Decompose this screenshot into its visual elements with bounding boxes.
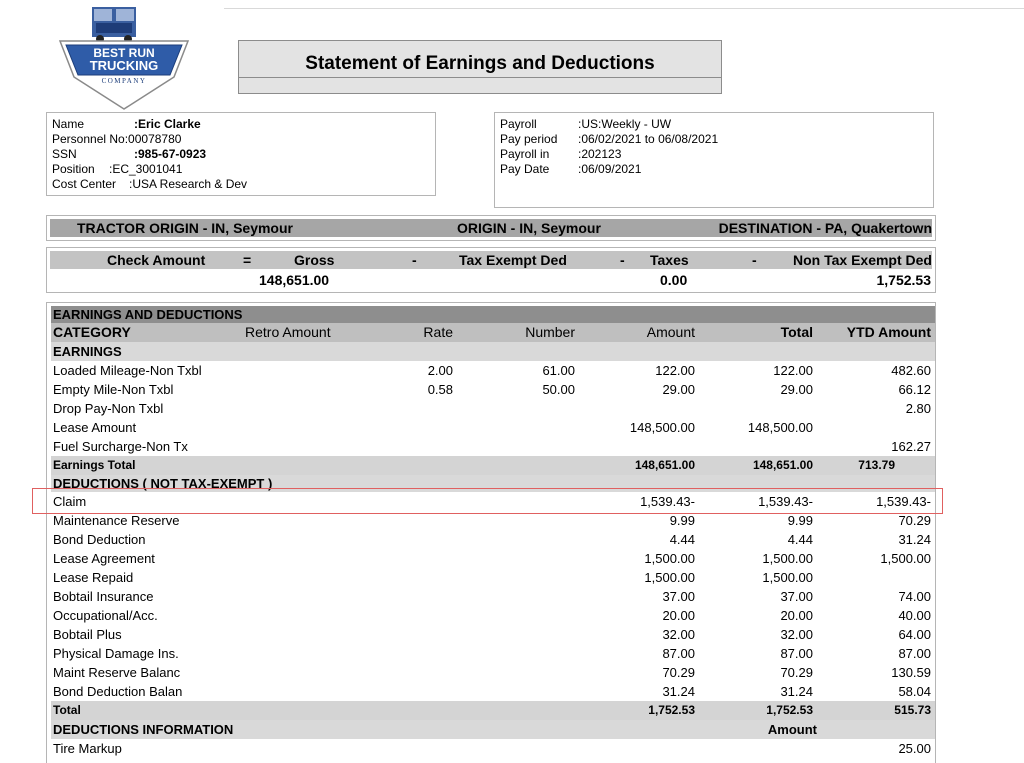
deduction-ytd: 70.29 <box>898 513 931 528</box>
deduction-label: Maint Reserve Balanc <box>53 665 181 680</box>
deductions-total-label: Total <box>53 703 81 717</box>
deduction-ytd: 87.00 <box>898 646 931 661</box>
earnings-ytd: 2.80 <box>905 401 931 416</box>
deduction-label: Bobtail Plus <box>53 627 122 642</box>
col-rate: Rate <box>423 324 453 340</box>
deduction-label: Claim <box>53 494 87 509</box>
non-tax-exempt-value: 1,752.53 <box>876 272 931 288</box>
deduction-row <box>51 568 935 587</box>
deduction-row <box>51 682 935 701</box>
taxes-value: 0.00 <box>660 272 688 288</box>
company-logo <box>56 3 192 111</box>
tax-exempt-label: Tax Exempt Ded <box>459 252 567 268</box>
earnings-total-label: Earnings Total <box>53 458 136 472</box>
deduction-total: 32.00 <box>780 627 813 642</box>
deductions-info-header <box>51 720 935 739</box>
earnings-row <box>51 380 935 399</box>
payroll-label: Payroll <box>500 117 537 131</box>
deduction-total: 70.29 <box>780 665 813 680</box>
deduction-row <box>51 530 935 549</box>
statement-title-box <box>238 40 722 94</box>
deduction-ytd: 64.00 <box>898 627 931 642</box>
earnings-rows <box>51 361 935 456</box>
personnel-row <box>52 132 181 147</box>
deduction-amount: 70.29 <box>662 665 695 680</box>
cost-center-label: Cost Center <box>52 177 117 191</box>
claim-row-highlight <box>32 488 943 514</box>
earnings-total-ytd: 713.79 <box>858 458 895 472</box>
earnings-total-row <box>51 456 935 475</box>
deduction-rows <box>51 492 935 701</box>
logo-line1: BEST RUN <box>93 46 155 60</box>
deduction-total: 1,539.43- <box>758 494 813 509</box>
deduction-ytd: 130.59 <box>891 665 931 680</box>
position-row <box>52 162 183 177</box>
name-value: :Eric Clarke <box>134 117 201 131</box>
earnings-total-amount: 148,651.00 <box>634 458 695 472</box>
deduction-amount: 31.24 <box>662 684 695 699</box>
pay-period-row <box>500 132 719 147</box>
equals-sign: = <box>243 252 252 268</box>
minus-sign-3: - <box>752 252 757 268</box>
deduction-label: Maintenance Reserve <box>53 513 180 528</box>
ed-section-title: EARNINGS AND DEDUCTIONS <box>53 307 243 322</box>
deduction-total: 1,500.00 <box>762 551 813 566</box>
deduction-info-row <box>51 739 935 758</box>
deduction-total: 9.99 <box>787 513 813 528</box>
pay-period-label: Pay period <box>500 132 558 146</box>
col-total: Total <box>780 324 813 340</box>
earnings-title: EARNINGS <box>53 344 122 359</box>
earnings-rate: 0.58 <box>427 382 453 397</box>
cost-center-value: :USA Research & Dev <box>129 177 248 191</box>
earnings-total: 148,500.00 <box>747 420 813 435</box>
deduction-ytd: 1,500.00 <box>880 551 931 566</box>
deduction-info-label: Tire Markup <box>53 741 122 756</box>
payroll-info-box <box>494 112 934 208</box>
deduction-label: Physical Damage Ins. <box>53 646 179 661</box>
deduction-label: Lease Repaid <box>53 570 134 585</box>
deduction-amount: 20.00 <box>662 608 695 623</box>
deduction-amount: 32.00 <box>662 627 695 642</box>
personnel-value: :00078780 <box>124 132 182 146</box>
route-bar <box>50 219 932 237</box>
deduction-amount: 1,500.00 <box>644 551 695 566</box>
earnings-label: Drop Pay-Non Txbl <box>53 401 164 416</box>
personnel-label: Personnel No <box>52 132 125 146</box>
top-divider <box>224 8 1024 9</box>
earnings-deductions-box <box>46 302 936 763</box>
deduction-label: Bobtail Insurance <box>53 589 154 604</box>
pay-date-value: :06/09/2021 <box>578 162 642 176</box>
earnings-label: Fuel Surcharge-Non Tx <box>53 439 188 454</box>
cost-center-row <box>52 177 248 192</box>
earnings-total: 122.00 <box>773 363 813 378</box>
check-values-row <box>47 271 935 289</box>
logo-line2: TRUCKING <box>89 58 159 73</box>
employee-info-box <box>46 112 436 196</box>
destination: DESTINATION - PA, Quakertown <box>718 220 932 236</box>
deduction-ytd: 31.24 <box>898 532 931 547</box>
earnings-section-title <box>51 342 935 361</box>
deduction-amount: 37.00 <box>662 589 695 604</box>
non-tax-exempt-label: Non Tax Exempt Ded <box>793 252 932 268</box>
minus-sign-2: - <box>620 252 625 268</box>
deduction-info-value: 25.00 <box>898 741 931 756</box>
deductions-total-row <box>51 701 935 720</box>
earnings-label: Loaded Mileage-Non Txbl <box>53 363 202 378</box>
earnings-ytd: 66.12 <box>898 382 931 397</box>
deduction-total: 1,500.00 <box>762 570 813 585</box>
earnings-rate: 2.00 <box>427 363 453 378</box>
deduction-label: Bond Deduction <box>53 532 146 547</box>
pay-date-label: Pay Date <box>500 162 550 176</box>
deduction-amount: 87.00 <box>662 646 695 661</box>
earnings-amount: 122.00 <box>655 363 695 378</box>
earnings-row <box>51 399 935 418</box>
deduction-amount: 4.44 <box>669 532 695 547</box>
payroll-in-label: Payroll in <box>500 147 550 161</box>
earnings-row <box>51 361 935 380</box>
earnings-amount: 29.00 <box>662 382 695 397</box>
deductions-total-total: 1,752.53 <box>766 703 813 717</box>
gross-label: Gross <box>294 252 335 268</box>
deduction-row <box>51 644 935 663</box>
payroll-in-value: :202123 <box>578 147 622 161</box>
deduction-ytd: 58.04 <box>898 684 931 699</box>
deduction-label: Lease Agreement <box>53 551 155 566</box>
payroll-value: :US:Weekly - UW <box>578 117 672 131</box>
payroll-row <box>500 117 672 132</box>
check-amount-box <box>46 247 936 293</box>
earnings-row <box>51 437 935 456</box>
taxes-label: Taxes <box>650 252 689 268</box>
deduction-row <box>51 549 935 568</box>
earnings-ytd: 162.27 <box>891 439 931 454</box>
name-label: Name <box>52 117 85 131</box>
deductions-title: DEDUCTIONS ( NOT TAX-EXEMPT ) <box>53 476 273 491</box>
col-amount: Amount <box>646 324 695 340</box>
deduction-total: 4.44 <box>787 532 813 547</box>
deduction-row <box>51 587 935 606</box>
logo-line3: COMPANY <box>101 77 147 85</box>
deduction-ytd: 74.00 <box>898 589 931 604</box>
pay-period-value: :06/02/2021 to 06/08/2021 <box>578 132 719 146</box>
earnings-total-total: 148,651.00 <box>752 458 813 472</box>
minus-sign-1: - <box>412 252 417 268</box>
deduction-amount: 1,500.00 <box>644 570 695 585</box>
deduction-amount: 9.99 <box>669 513 695 528</box>
earnings-deductions-table <box>51 306 935 758</box>
deduction-total: 87.00 <box>780 646 813 661</box>
deductions-info-amount-header: Amount <box>767 722 817 737</box>
deduction-row <box>51 663 935 682</box>
deductions-info-rows <box>51 739 935 758</box>
check-amount-label: Check Amount <box>107 252 206 268</box>
deductions-total-amount: 1,752.53 <box>648 703 695 717</box>
deductions-info-title: DEDUCTIONS INFORMATION <box>53 722 234 737</box>
pay-date-row <box>500 162 642 177</box>
earnings-number: 50.00 <box>542 382 575 397</box>
col-retro-amount: Retro Amount <box>245 324 331 340</box>
ssn-row <box>52 147 207 162</box>
deduction-ytd: 1,539.43- <box>876 494 931 509</box>
ed-column-headers <box>51 323 935 342</box>
statement-title: Statement of Earnings and Deductions <box>239 41 721 78</box>
earnings-row <box>51 418 935 437</box>
deductions-total-ytd: 515.73 <box>894 703 931 717</box>
deduction-label: Occupational/Acc. <box>53 608 158 623</box>
ssn-value: :985-67-0923 <box>134 147 207 161</box>
earnings-label: Lease Amount <box>53 420 137 435</box>
deduction-total: 37.00 <box>780 589 813 604</box>
earnings-amount: 148,500.00 <box>629 420 695 435</box>
tractor-origin: TRACTOR ORIGIN - IN, Seymour <box>77 220 293 236</box>
earnings-number: 61.00 <box>542 363 575 378</box>
gross-value: 148,651.00 <box>259 272 330 288</box>
earnings-ytd: 482.60 <box>891 363 931 378</box>
check-header-bar <box>50 251 932 269</box>
route-box <box>46 215 936 241</box>
earnings-label: Empty Mile-Non Txbl <box>53 382 174 397</box>
payroll-in-row <box>500 147 622 162</box>
col-ytd-amount: YTD Amount <box>846 324 931 340</box>
deduction-row <box>51 606 935 625</box>
ssn-label: SSN <box>52 147 77 161</box>
origin: ORIGIN - IN, Seymour <box>457 220 601 236</box>
col-number: Number <box>525 324 575 340</box>
deduction-total: 31.24 <box>780 684 813 699</box>
position-value: :EC_3001041 <box>109 162 183 176</box>
deduction-label: Bond Deduction Balan <box>53 684 183 699</box>
name-row <box>52 117 201 132</box>
ed-section-header <box>51 306 935 323</box>
deduction-total: 20.00 <box>780 608 813 623</box>
deduction-row <box>51 625 935 644</box>
deduction-ytd: 40.00 <box>898 608 931 623</box>
position-label: Position <box>52 162 95 176</box>
col-category: CATEGORY <box>53 324 131 340</box>
deduction-amount: 1,539.43- <box>640 494 695 509</box>
earnings-total: 29.00 <box>780 382 813 397</box>
